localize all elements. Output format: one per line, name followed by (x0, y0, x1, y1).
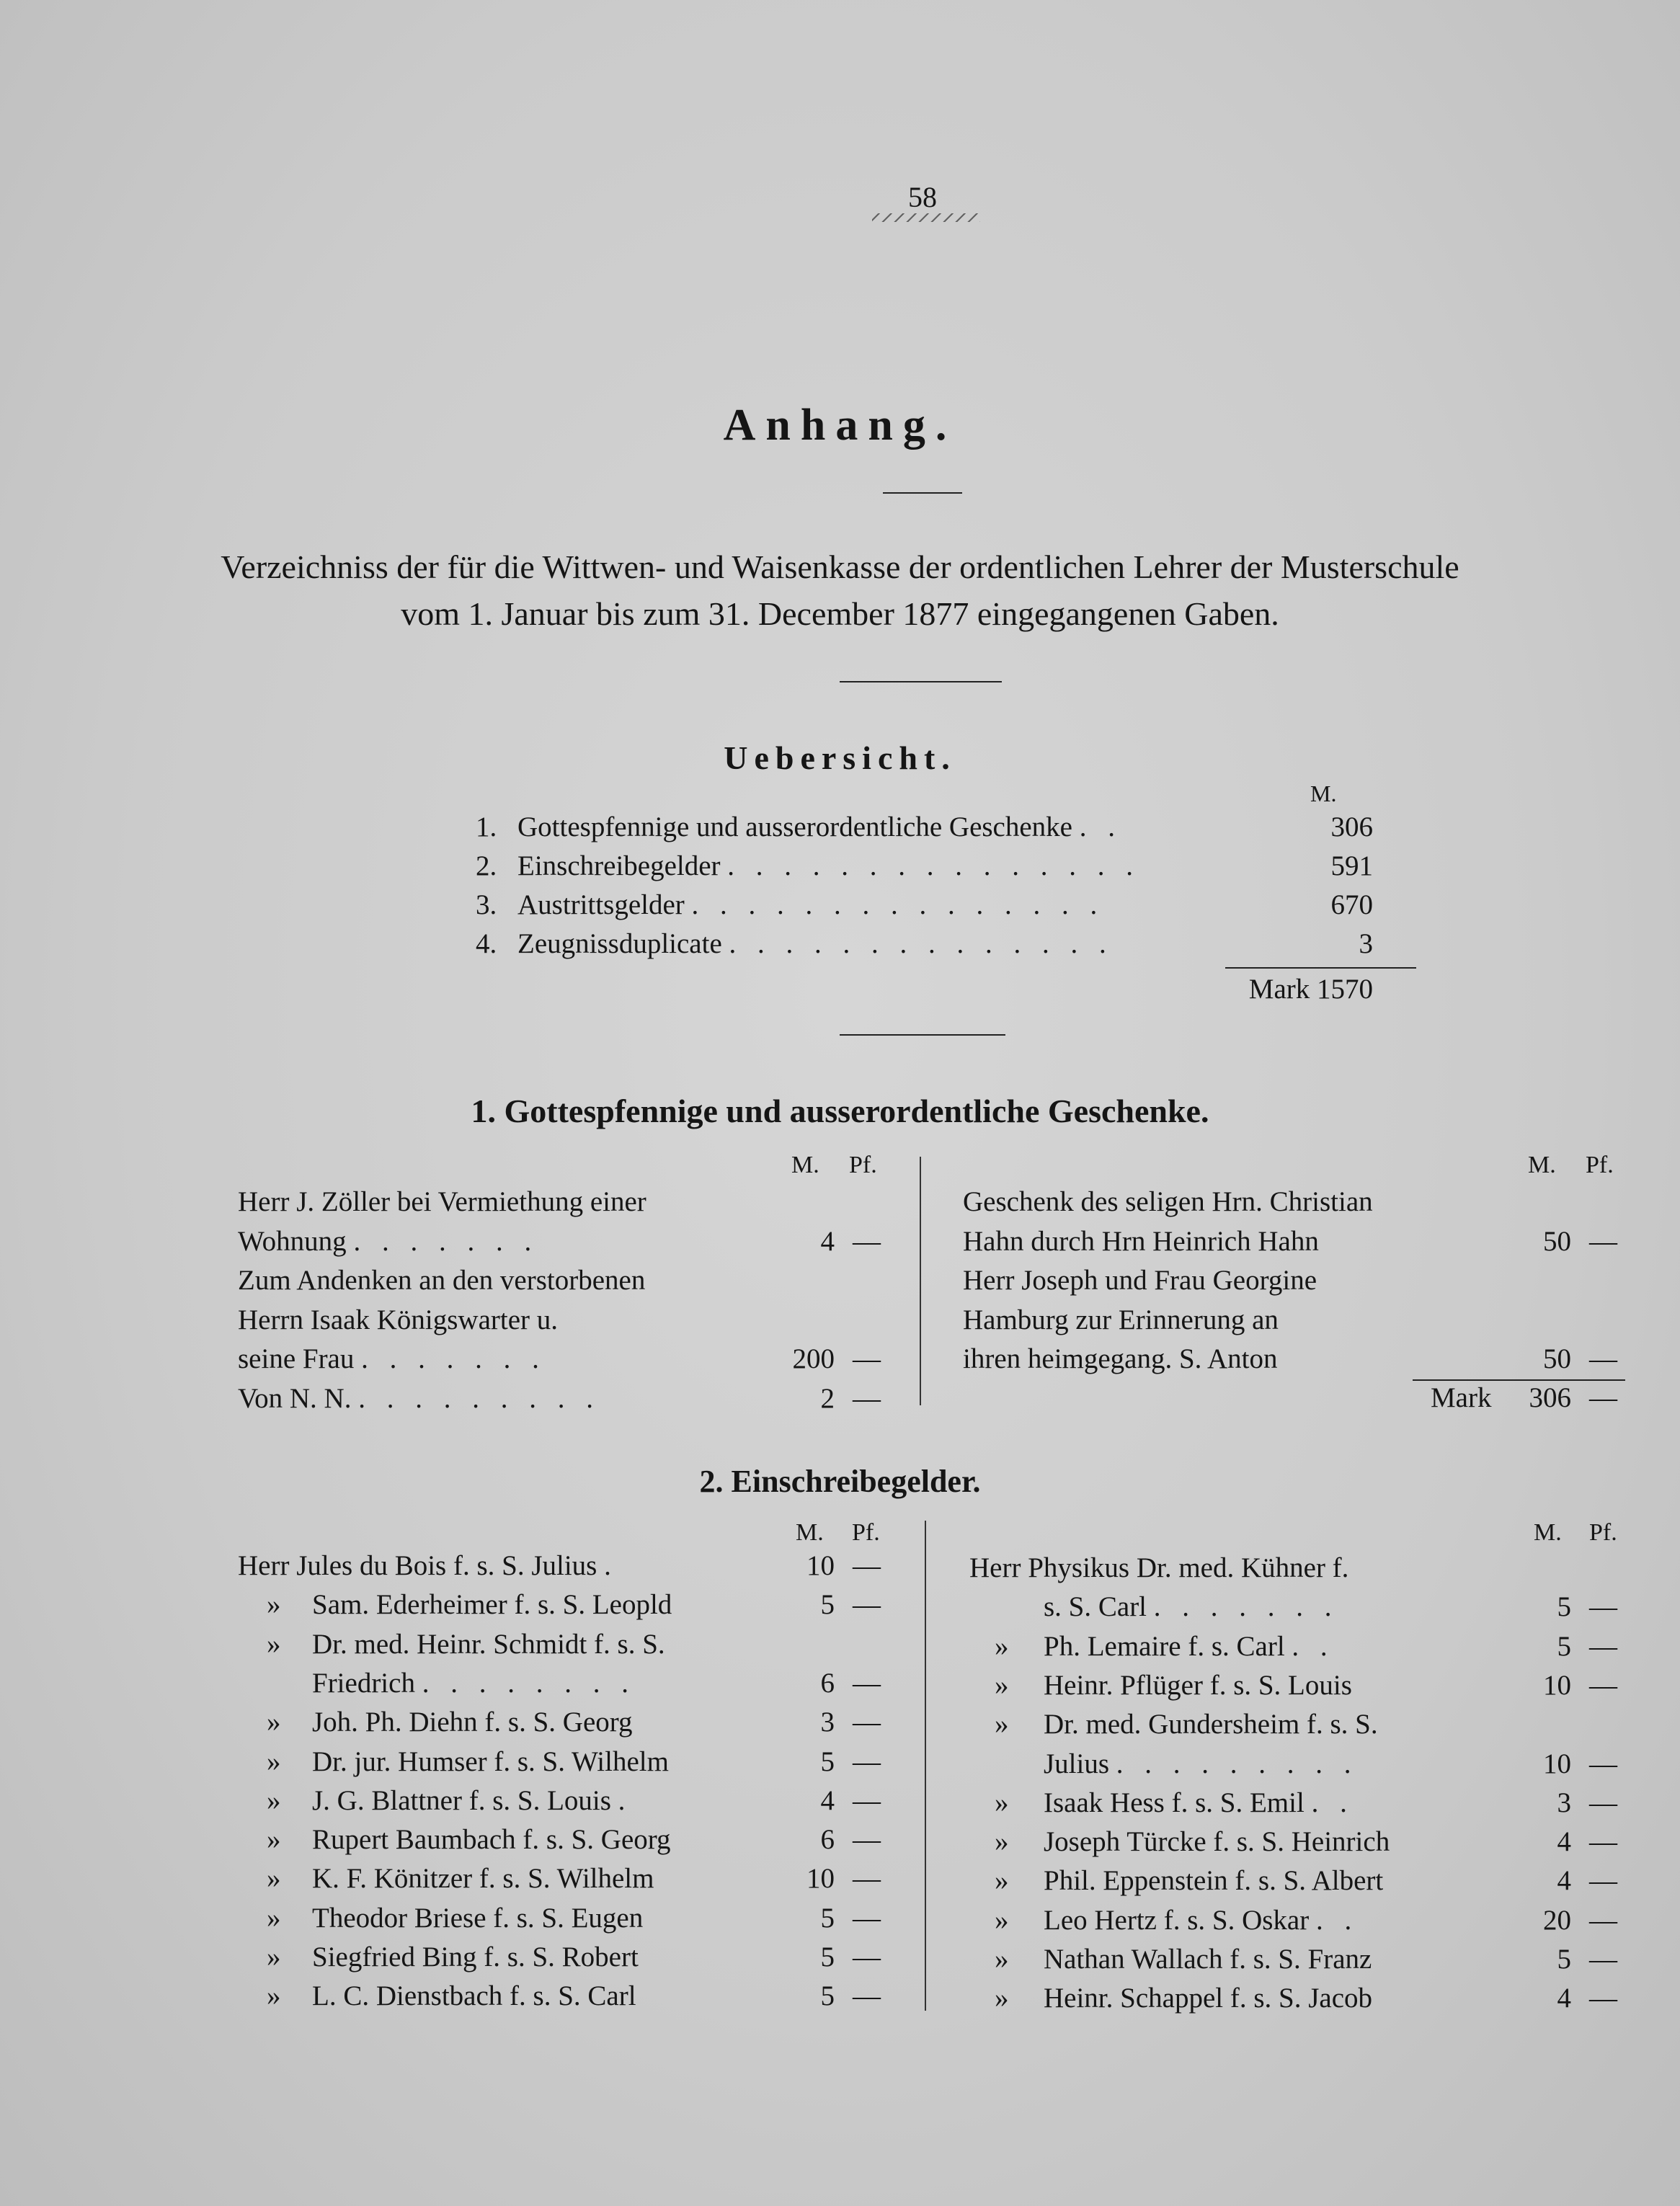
section1-left-entry (238, 1186, 646, 1218)
section2-left-entry (312, 1902, 643, 1934)
section1-right-entry (963, 1343, 1278, 1375)
section1-right-entry-text: Hamburg zur Erinnerung an (963, 1304, 1279, 1335)
section2-right-entry (1044, 1669, 1352, 1702)
section2-right-entry-marks: 20 (1543, 1904, 1571, 1936)
section2-left-entry-pfennig: — (853, 1707, 881, 1738)
section2-right-entry-pfennig: — (1589, 1983, 1617, 2014)
overview-item-text: Einschreibegelder (517, 850, 728, 881)
section1-right-entry (963, 1304, 1279, 1336)
overview-end-rule (840, 1034, 1005, 1036)
section2-right-ditto-mark: » (995, 1983, 1009, 2014)
section2-right-entry-text: Heinr. Schappel f. s. S. Jacob (1044, 1983, 1373, 2014)
section1-right-entry-text: Geschenk des seligen Hrn. Christian (963, 1186, 1373, 1217)
section1-right-col-m: M. (1528, 1152, 1556, 1178)
section2-left-entry-text: L. C. Dienstbach f. s. S. Carl (312, 1980, 636, 2012)
overview-item-label (517, 928, 1114, 960)
section1-right-col-pf: Pf. (1586, 1152, 1614, 1178)
section2-left-ditto-mark: » (267, 1745, 281, 1777)
section2-left-entry-pfennig: — (853, 1745, 881, 1777)
section2-right-entry-marks: 5 (1557, 1630, 1571, 1662)
leader-dots: . (604, 1550, 618, 1581)
leader-dots: . . . . . . . . . . . . . . (729, 928, 1114, 959)
section2-right-ditto-mark: » (995, 1709, 1009, 1740)
section2-right-ditto-mark: » (995, 1630, 1009, 1662)
section2-left-entry-marks: 5 (820, 1980, 835, 2012)
section2-right-entry-pfennig: — (1589, 1748, 1617, 1779)
section2-left-entry-pfennig: — (853, 1784, 881, 1816)
section2-right-entry (1044, 1864, 1383, 1897)
section2-right-entry-text: Julius (1044, 1748, 1116, 1779)
section2-right-entry (1044, 1982, 1372, 2014)
section2-left-ditto-mark: » (267, 1628, 281, 1660)
section1-right-entry (963, 1186, 1373, 1218)
subtitle-line-1: Verzeichniss der für die Wittwen- und Waisenkasse der ordentlichen Lehrer der Musterschule (221, 548, 1459, 585)
section2-right-col-pf: Pf. (1589, 1519, 1617, 1546)
section2-left-entry-pfennig: — (853, 1902, 881, 1934)
section2-left-ditto-mark: » (267, 1707, 281, 1738)
section1-sum-rule (1413, 1379, 1625, 1381)
section2-left-entry (312, 1941, 639, 1973)
section2-right-entry-marks: 3 (1557, 1787, 1571, 1818)
section2-left-entry-marks: 5 (820, 1902, 835, 1934)
section1-left-entry-text: Von N. N. (238, 1382, 359, 1414)
section1-left-entry (238, 1304, 558, 1336)
section2-left-entry (312, 1980, 636, 2012)
section2-left-entry (312, 1823, 671, 1856)
overview-item-label (517, 850, 1140, 882)
section1-right-entry-text: Herr Joseph und Frau Georgine (963, 1265, 1317, 1296)
section2-right-entry (1044, 1943, 1372, 1975)
section2-right-entry-marks: 5 (1557, 1944, 1571, 1975)
section2-right-entry-pfennig: — (1589, 1630, 1617, 1662)
overview-item-label (517, 889, 1104, 921)
section2-right-entry-text: Isaak Hess f. s. S. Emil (1044, 1787, 1312, 1818)
section2-right-ditto-mark: » (995, 1669, 1009, 1701)
overview-total: Mark 1570 (1248, 974, 1373, 1005)
section2-right-entry-marks: 5 (1557, 1591, 1571, 1623)
page-number-ornament (872, 213, 980, 222)
leader-dots: . . . . . . . . . . . . . . . (691, 889, 1105, 920)
section2-right-entry-marks: 10 (1543, 1669, 1571, 1701)
section2-right-entry-text: Heinr. Pflüger f. s. S. Louis (1044, 1669, 1352, 1701)
section2-right-entry-text: Nathan Wallach f. s. S. Franz (1044, 1944, 1372, 1975)
leader-dots: . . . . . . . (353, 1225, 539, 1257)
leader-dots: . . (1292, 1630, 1335, 1662)
section2-right-entry (1044, 1630, 1335, 1663)
section2-left-entry-pfennig: — (853, 1550, 881, 1581)
section2-left-ditto-mark: » (267, 1942, 281, 1972)
section1-right-entry (963, 1225, 1319, 1258)
section2-left-entry-text: Joh. Ph. Diehn f. s. S. Georg (312, 1707, 633, 1738)
section2-left-col-pf: Pf. (852, 1519, 880, 1546)
section1-right-entry-text: Hahn durch Hrn Heinrich Hahn (963, 1225, 1319, 1257)
leader-dots: . . (1079, 811, 1122, 842)
section1-left-entry-marks: 4 (820, 1225, 835, 1257)
section2-left-ditto-mark: » (267, 1980, 281, 2012)
overview-item-number: 2. (476, 850, 497, 881)
leader-dots: . (618, 1784, 633, 1816)
section2-left-entry-pfennig: — (853, 1667, 881, 1699)
page-number: 58 (908, 181, 937, 213)
section2-column-divider (925, 1521, 926, 2011)
section1-right-entry-pfennig: — (1589, 1225, 1617, 1257)
section2-right-entry-text: Herr Physikus Dr. med. Kühner f. (969, 1552, 1349, 1583)
section2-right-entry-text: Phil. Eppenstein f. s. S. Albert (1044, 1865, 1384, 1897)
section2-right-entry-text: Leo Hertz f. s. S. Oskar (1044, 1904, 1316, 1936)
section1-right-entry-marks: 50 (1543, 1225, 1571, 1257)
section2-left-entry (312, 1667, 636, 1699)
section2-right-entry-text: Joseph Türcke f. s. S. Heinrich (1044, 1826, 1390, 1858)
section2-left-entry-marks: 6 (820, 1667, 835, 1699)
section2-left-entry (312, 1862, 654, 1895)
section2-left-entry-text: J. G. Blattner f. s. S. Louis (312, 1784, 618, 1816)
section2-right-entry (1044, 1708, 1378, 1740)
section2-left-ditto-mark: » (267, 1824, 281, 1856)
section1-left-col-m: M. (791, 1152, 819, 1178)
section2-left-entry-marks: 4 (820, 1784, 835, 1816)
section2-right-ditto-mark: » (995, 1826, 1009, 1858)
section2-left-ditto-mark: » (267, 1589, 281, 1621)
section2-left-entry-marks: 6 (820, 1824, 835, 1856)
section2-right-entry-pfennig: — (1589, 1669, 1617, 1701)
overview-item-number: 1. (476, 811, 497, 842)
section1-left-entry (238, 1225, 538, 1258)
leader-dots: . . . . . . . . . (1116, 1748, 1359, 1779)
section2-left-entry (312, 1706, 633, 1738)
section1-left-entry-text: Zum Andenken an den verstorbenen (238, 1265, 646, 1296)
section1-left-col-pf: Pf. (849, 1152, 877, 1178)
section2-left-entry-text: Siegfried Bing f. s. S. Robert (312, 1942, 639, 1972)
section2-left-entry-text: Dr. med. Heinr. Schmidt f. s. S. (312, 1628, 665, 1660)
overview-item-amount: 670 (1330, 889, 1373, 920)
section2-right-entry (1044, 1825, 1390, 1858)
section2-left-entry-pfennig: — (853, 1980, 881, 2012)
overview-item-text: Zeugnissduplicate (517, 928, 729, 959)
section2-right-entry-pfennig: — (1589, 1591, 1617, 1623)
section2-right-entry-pfennig: — (1589, 1787, 1617, 1818)
overview-sum-rule (1225, 967, 1416, 969)
overview-heading: Uebersicht. (724, 739, 956, 776)
section1-left-entry-text: Herr J. Zöller bei Vermiethung einer (238, 1186, 646, 1217)
overview-item-text: Austrittsgelder (517, 889, 692, 920)
section1-left-entry-text: Wohnung (238, 1225, 354, 1257)
section1-heading: 1. Gottespfennige und ausserordentliche Geschenke. (471, 1093, 1209, 1129)
section1-total-label: Mark (1431, 1382, 1492, 1413)
section2-left-entry-pfennig: — (853, 1824, 881, 1856)
section2-right-entry (1044, 1748, 1359, 1780)
section2-right-entry-marks: 4 (1557, 1865, 1571, 1897)
section2-left-entry-pfennig: — (853, 1942, 881, 1972)
section2-left-entry-marks: 5 (820, 1589, 835, 1621)
section2-left-col-m: M. (796, 1519, 824, 1546)
subtitle-line-2: vom 1. Januar bis zum 31. December 1877 eingegangenen Gaben. (401, 595, 1279, 632)
section2-right-entry-pfennig: — (1589, 1944, 1617, 1975)
section1-right-entry-pfennig: — (1589, 1343, 1617, 1374)
section2-right-col-m: M. (1534, 1519, 1562, 1546)
section1-column-divider (920, 1157, 921, 1405)
section2-left-ditto-mark: » (267, 1784, 281, 1816)
section1-left-entry (238, 1343, 546, 1375)
section2-left-entry (312, 1628, 665, 1660)
section2-right-entry (1044, 1904, 1359, 1936)
section2-right-entry-text: Dr. med. Gundersheim f. s. S. (1044, 1709, 1378, 1740)
title-rule (883, 492, 962, 494)
overview-currency-header: M. (1310, 780, 1337, 806)
section1-left-entry-pfennig: — (853, 1343, 881, 1374)
section2-left-ditto-mark: » (267, 1863, 281, 1895)
section2-left-entry-marks: 3 (820, 1707, 835, 1738)
section2-left-entry-marks: 10 (806, 1863, 835, 1895)
section2-right-entry-pfennig: — (1589, 1826, 1617, 1858)
overview-item-number: 3. (476, 889, 497, 920)
overview-item-label (517, 811, 1122, 843)
section2-right-entry-text: Ph. Lemaire f. s. Carl (1044, 1630, 1292, 1662)
section2-right-ditto-mark: » (995, 1944, 1009, 1975)
section2-left-entry (238, 1549, 618, 1582)
section2-left-entry-text: Sam. Ederheimer f. s. S. Leopld (312, 1589, 672, 1621)
section2-left-entry-marks: 5 (820, 1745, 835, 1777)
section1-right-entry-text: ihren heimgegang. S. Anton (963, 1343, 1278, 1374)
section1-left-entry-pfennig: — (853, 1382, 881, 1414)
section2-left-entry-pfennig: — (853, 1589, 881, 1621)
section1-right-entry-marks: 50 (1543, 1343, 1571, 1374)
section2-right-entry (1044, 1591, 1339, 1623)
section2-left-entry-text: Herr Jules du Bois f. s. S. Julius (238, 1550, 605, 1581)
section1-total-marks: 306 (1529, 1382, 1571, 1413)
section2-right-entry-marks: 4 (1557, 1983, 1571, 2014)
section1-left-entry (238, 1382, 600, 1415)
section1-left-entry-pfennig: — (853, 1225, 881, 1257)
section2-right-entry-pfennig: — (1589, 1904, 1617, 1936)
section2-left-entry-text: Rupert Baumbach f. s. S. Georg (312, 1824, 671, 1856)
section2-left-entry-marks: 10 (806, 1550, 835, 1581)
section1-left-entry (238, 1264, 645, 1297)
section1-left-entry-text: seine Frau (238, 1343, 362, 1374)
section2-right-ditto-mark: » (995, 1904, 1009, 1936)
section1-total-pfennig: — (1589, 1382, 1617, 1413)
section2-heading: 2. Einschreibegelder. (699, 1464, 981, 1499)
overview-item-amount: 3 (1359, 928, 1373, 959)
section2-left-entry-text: Dr. jur. Humser f. s. S. Wilhelm (312, 1745, 669, 1777)
page-title: Anhang. (723, 401, 957, 450)
subtitle-rule (840, 681, 1002, 682)
section2-left-entry (312, 1588, 672, 1621)
overview-item-number: 4. (476, 928, 497, 959)
section2-left-ditto-mark: » (267, 1902, 281, 1934)
section1-left-entry-marks: 2 (820, 1382, 835, 1414)
section2-right-entry-text: s. S. Carl (1044, 1591, 1154, 1623)
overview-item-text: Gottespfennige und ausserordentliche Geschenke (517, 811, 1080, 842)
section2-left-entry-marks: 5 (820, 1942, 835, 1972)
leader-dots: . . . . . . . . (422, 1667, 636, 1699)
section2-right-entry-marks: 10 (1543, 1748, 1571, 1779)
leader-dots: . . (1315, 1904, 1359, 1936)
section1-left-entry-text: Herrn Isaak Königswarter u. (238, 1304, 559, 1335)
overview-item-amount: 591 (1330, 850, 1373, 881)
leader-dots: . . . . . . . . . (358, 1382, 600, 1414)
overview-item-amount: 306 (1330, 811, 1373, 842)
leader-dots: . . (1311, 1787, 1354, 1818)
section2-right-entry (1044, 1787, 1354, 1819)
section2-left-entry-text: K. F. Könitzer f. s. S. Wilhelm (312, 1863, 654, 1895)
section2-right-entry-pfennig: — (1589, 1865, 1617, 1897)
section2-right-entry (969, 1552, 1348, 1584)
section2-left-entry-text: Friedrich (312, 1667, 422, 1699)
section2-right-ditto-mark: » (995, 1787, 1009, 1818)
section1-right-entry (963, 1264, 1317, 1297)
section2-left-entry-text: Theodor Briese f. s. S. Eugen (312, 1902, 644, 1934)
leader-dots: . . . . . . . (361, 1343, 546, 1374)
section2-right-entry-marks: 4 (1557, 1826, 1571, 1858)
section1-left-entry-marks: 200 (792, 1343, 835, 1374)
section2-left-entry (312, 1745, 669, 1778)
leader-dots: . . . . . . . . . . . . . . . (727, 850, 1141, 881)
section2-left-entry (312, 1784, 632, 1817)
section2-right-ditto-mark: » (995, 1865, 1009, 1897)
leader-dots: . . . . . . . (1153, 1591, 1339, 1623)
section2-left-entry-pfennig: — (853, 1863, 881, 1895)
